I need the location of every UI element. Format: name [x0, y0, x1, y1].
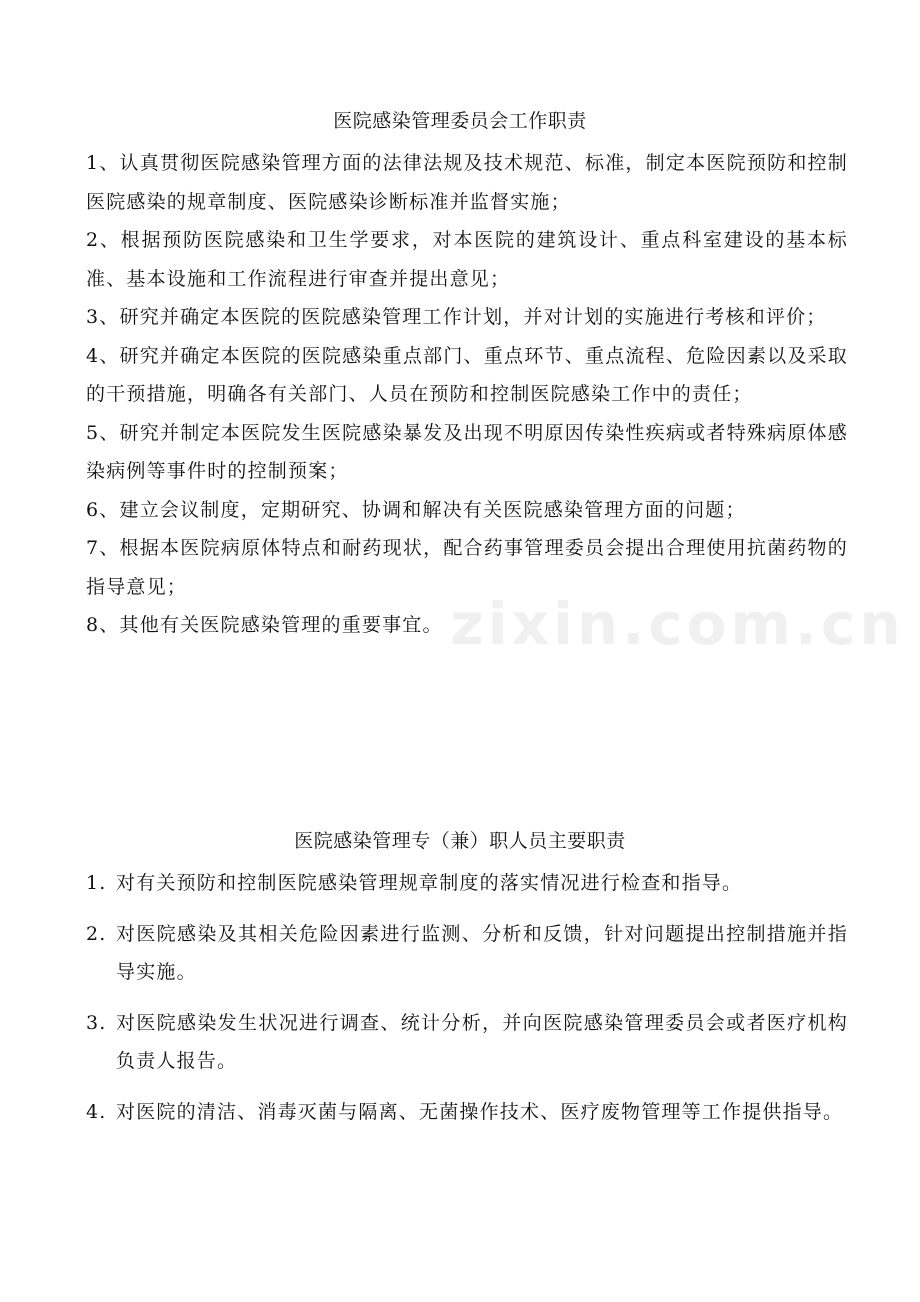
committee-duty-5: 5、研究并制定本医院发生医院感染暴发及出现不明原因传染性疾病或者特殊病原体感染病例等事件时的控制预案；	[86, 421, 848, 482]
list-number: 3.	[86, 1011, 107, 1034]
list-text: 对医院感染发生状况进行调查、统计分析，并向医院感染管理委员会或者医疗机构负责人报告。	[116, 1011, 848, 1072]
list-number: 4.	[86, 1100, 107, 1123]
staff-duty-2	[86, 915, 848, 992]
staff-duty-1	[86, 864, 848, 903]
committee-duties-title: 医院感染管理委员会工作职责	[333, 110, 587, 132]
staff-duties-list	[86, 864, 848, 1143]
staff-duty-4	[86, 1093, 848, 1132]
committee-duty-1: 1、认真贯彻医院感染管理方面的法律法规及技术规范、标准，制定本医院预防和控制医院感染的规章制度、医院感染诊断标准并监督实施；	[86, 152, 848, 213]
list-text: 对有关预防和控制医院感染管理规章制度的落实情况进行检查和指导。	[116, 872, 743, 894]
committee-duty-3: 3、研究并确定本医院的医院感染管理工作计划，并对计划的实施进行考核和评价；	[86, 306, 827, 328]
staff-duties-title: 医院感染管理专（兼）职人员主要职责	[294, 830, 626, 852]
staff-duty-3	[86, 1004, 848, 1081]
committee-duty-2: 2、根据预防医院感染和卫生学要求，对本医院的建筑设计、重点科室建设的基本标准、基本设施和工作流程进行审查并提出意见；	[86, 229, 848, 290]
committee-duties-list	[86, 144, 848, 645]
watermark: zixin.com.cn	[450, 590, 905, 658]
committee-duty-6: 6、建立会议制度，定期研究、协调和解决有关医院感染管理方面的问题；	[86, 498, 746, 521]
committee-duty-8: 8、其他有关医院感染管理的重要事宜。	[86, 614, 443, 636]
committee-duty-7: 7、根据本医院病原体特点和耐药现状，配合药事管理委员会提出合理使用抗菌药物的指导意见；	[86, 537, 848, 598]
list-text: 对医院的清洁、消毒灭菌与隔离、无菌操作技术、医疗废物管理等工作提供指导。	[116, 1100, 844, 1123]
list-number: 2.	[86, 922, 107, 945]
committee-duty-4: 4、研究并确定本医院的医院感染重点部门、重点环节、重点流程、危险因素以及采取的干预措施，明确各有关部门、人员在预防和控制医院感染工作中的责任；	[86, 344, 848, 405]
list-number: 1.	[86, 872, 107, 894]
list-text: 对医院感染及其相关危险因素进行监测、分析和反馈，针对问题提出控制措施并指导实施。	[116, 922, 848, 983]
